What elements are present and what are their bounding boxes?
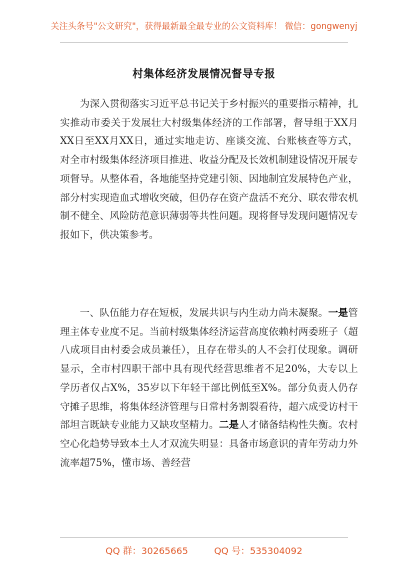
section-one-paragraph bbox=[60, 305, 358, 473]
point-one-marker: 一是 bbox=[328, 308, 349, 319]
intro-paragraph: 为深入贯彻落实习近平总书记关于乡村振兴的重要指示精神，扎实推动市委关于发展壮大村级集体经济的工作部署，督导组于XX月XX日至XX月XX日，通过实地走访、座谈交流、台账核查等方式，对全市村级集体经济项目推进、收益分配及长效机制建设情况开展专项督导。从整体看，各地能坚持党建引领、因地制宜发展特色产业，部分村实现造血式增收突破，但仍存在资产盘活不充分、联农带农机制不健全、风险防范意识薄弱等共性问题。现将督导发现问题情况专报如下，供决策参考。 bbox=[60, 99, 358, 241]
point-two-text: 人才储备结构性失衡。农村空心化趋势导致本土人才双流失明显：具备市场意识的青年劳动力外流率超75%，懂市场、善经营 bbox=[60, 420, 358, 469]
footer-divider bbox=[60, 537, 348, 538]
section-one-heading: 一、队伍能力存在短板，发展共识与内生动力尚未凝聚。 bbox=[79, 308, 329, 319]
point-one-text: 管理主体专业度不足。当前村级集体经济运营高度依赖村两委班子（超八成项目由村委会成员兼任），且存在带头的人不会打仗现象。调研显示，全市村四职干部中具有现代经营思维者不足20%，大专以上学历者仅占X%，35岁以下年轻干部比例低至X%。部分负责人仍存守摊子思维，将集体经济管理与日常村务割裂看待，超六成受访村干部坦言既缺专业能力又缺攻坚精力。 bbox=[60, 308, 358, 432]
footer-contacts bbox=[0, 543, 408, 557]
qq-account-number: QQ 号：535304092 bbox=[214, 546, 303, 557]
header-banner: 关注头条号"公文研究"，获得最新最全最专业的公文资料库！ 微信：gongwenyj bbox=[50, 22, 358, 32]
qq-group-number: QQ 群：30265665 bbox=[105, 546, 189, 557]
point-two-marker: 二是 bbox=[218, 420, 239, 432]
header-divider bbox=[60, 42, 348, 43]
document-title: 村集体经济发展情况督导专报 bbox=[132, 68, 276, 80]
